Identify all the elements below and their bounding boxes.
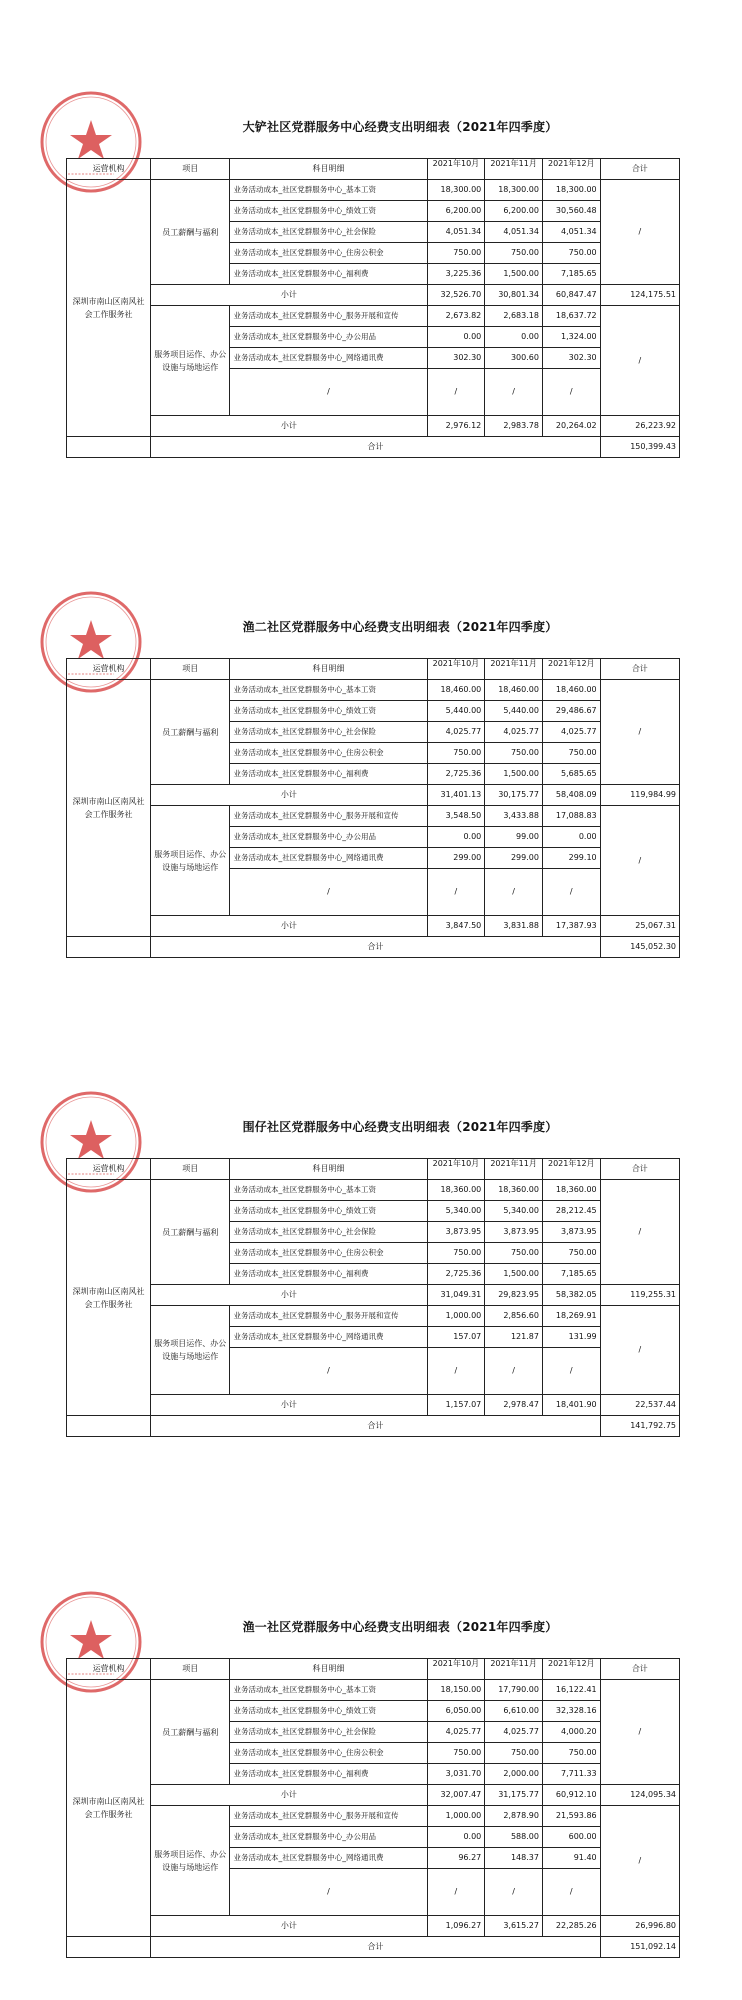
subject-cell: 业务活动成本_社区党群服务中心_网络通讯费 bbox=[230, 848, 427, 869]
amount-cell: 0.00 bbox=[427, 1827, 485, 1848]
amount-cell: 1,000.00 bbox=[427, 1806, 485, 1827]
subtotal-cell: 31,401.13 bbox=[427, 785, 485, 806]
amount-cell: 18,460.00 bbox=[427, 680, 485, 701]
amount-cell: 750.00 bbox=[485, 1243, 543, 1264]
expense-table bbox=[66, 1658, 680, 1958]
subtotal-row bbox=[67, 1395, 680, 1416]
amount-cell: 5,440.00 bbox=[427, 701, 485, 722]
amount-cell: 4,051.34 bbox=[485, 222, 543, 243]
expense-statement bbox=[0, 1500, 742, 1980]
expense-table bbox=[66, 1158, 680, 1437]
amount-cell: 18,300.00 bbox=[427, 180, 485, 201]
amount-cell: 18,637.72 bbox=[542, 306, 600, 327]
expense-statement bbox=[0, 1000, 742, 1480]
subject-cell: 业务活动成本_社区党群服务中心_社会保险 bbox=[230, 222, 427, 243]
subject-cell: 业务活动成本_社区党群服务中心_服务开展和宣传 bbox=[230, 806, 427, 827]
grand-total-row bbox=[67, 1416, 680, 1437]
category-service-cell: 服务项目运作、办公设施与场地运作 bbox=[151, 806, 230, 916]
grand-total-cell: 151,092.14 bbox=[600, 1937, 679, 1958]
col-header-month: 2021年11月 bbox=[485, 1659, 543, 1680]
total-slash-cell: / bbox=[600, 1806, 679, 1916]
blank-cell bbox=[67, 1416, 151, 1437]
col-header-subject: 科目明细 bbox=[230, 1159, 427, 1180]
amount-cell: 750.00 bbox=[542, 743, 600, 764]
subject-cell: 业务活动成本_社区党群服务中心_办公用品 bbox=[230, 1827, 427, 1848]
amount-cell: 302.30 bbox=[427, 348, 485, 369]
subtotal-cell: 30,801.34 bbox=[485, 285, 543, 306]
amount-cell: 4,051.34 bbox=[427, 222, 485, 243]
amount-cell: 3,873.95 bbox=[427, 1222, 485, 1243]
amount-cell: 1,500.00 bbox=[485, 764, 543, 785]
amount-cell: 18,300.00 bbox=[485, 180, 543, 201]
table-row bbox=[67, 1306, 680, 1327]
amount-cell: 2,000.00 bbox=[485, 1764, 543, 1785]
amount-cell: 6,610.00 bbox=[485, 1701, 543, 1722]
subject-cell: 业务活动成本_社区党群服务中心_服务开展和宣传 bbox=[230, 1806, 427, 1827]
table-row bbox=[67, 1806, 680, 1827]
subject-cell: 业务活动成本_社区党群服务中心_基本工资 bbox=[230, 1680, 427, 1701]
amount-cell: 4,025.77 bbox=[485, 722, 543, 743]
category-service-cell: 服务项目运作、办公设施与场地运作 bbox=[151, 1806, 230, 1916]
amount-cell: 18,300.00 bbox=[542, 180, 600, 201]
subtotal-cell: 3,847.50 bbox=[427, 916, 485, 937]
amount-cell: 2,673.82 bbox=[427, 306, 485, 327]
subtotal-cell: 2,978.47 bbox=[485, 1395, 543, 1416]
subject-cell: 业务活动成本_社区党群服务中心_福利费 bbox=[230, 264, 427, 285]
subject-cell: 业务活动成本_社区党群服务中心_办公用品 bbox=[230, 827, 427, 848]
total-slash-cell: / bbox=[600, 680, 679, 785]
subtotal-cell: 60,847.47 bbox=[542, 285, 600, 306]
slash-cell: / bbox=[230, 369, 427, 416]
subtotal-cell: 30,175.77 bbox=[485, 785, 543, 806]
subject-cell: 业务活动成本_社区党群服务中心_绩效工资 bbox=[230, 1201, 427, 1222]
grand-total-row bbox=[67, 1937, 680, 1958]
amount-cell: 18,360.00 bbox=[485, 1180, 543, 1201]
table-row bbox=[67, 806, 680, 827]
amount-cell: 5,440.00 bbox=[485, 701, 543, 722]
amount-cell: 0.00 bbox=[427, 327, 485, 348]
grand-total-cell: 141,792.75 bbox=[600, 1416, 679, 1437]
amount-cell: 2,856.60 bbox=[485, 1306, 543, 1327]
subtotal-cell: 20,264.02 bbox=[542, 416, 600, 437]
slash-cell: / bbox=[230, 1869, 427, 1916]
amount-cell: 750.00 bbox=[542, 243, 600, 264]
slash-cell: / bbox=[485, 1869, 543, 1916]
subject-cell: 业务活动成本_社区党群服务中心_绩效工资 bbox=[230, 1701, 427, 1722]
subtotal-cell: 32,526.70 bbox=[427, 285, 485, 306]
table-row bbox=[67, 306, 680, 327]
subject-cell: 业务活动成本_社区党群服务中心_绩效工资 bbox=[230, 701, 427, 722]
subtotal-label: 小计 bbox=[151, 416, 427, 437]
slash-cell: / bbox=[230, 869, 427, 916]
subtotal-label: 小计 bbox=[151, 1395, 427, 1416]
org-name-cell: 深圳市南山区南风社会工作服务社 bbox=[67, 1180, 151, 1416]
amount-cell: 18,269.91 bbox=[542, 1306, 600, 1327]
grand-total-row bbox=[67, 437, 680, 458]
subtotal-cell: 2,983.78 bbox=[485, 416, 543, 437]
col-header-month: 2021年10月 bbox=[427, 1659, 485, 1680]
statement-title: 渔一社区党群服务中心经费支出明细表（2021年四季度） bbox=[242, 1620, 558, 1634]
col-header-month: 2021年10月 bbox=[427, 159, 485, 180]
amount-cell: 7,185.65 bbox=[542, 264, 600, 285]
col-header-total: 合计 bbox=[600, 159, 679, 180]
amount-cell: 157.07 bbox=[427, 1327, 485, 1348]
category-service-cell: 服务项目运作、办公设施与场地运作 bbox=[151, 1306, 230, 1395]
org-name-cell: 深圳市南山区南风社会工作服务社 bbox=[67, 1680, 151, 1937]
amount-cell: 2,878.90 bbox=[485, 1806, 543, 1827]
amount-cell: 121.87 bbox=[485, 1327, 543, 1348]
col-header-total: 合计 bbox=[600, 1659, 679, 1680]
subject-cell: 业务活动成本_社区党群服务中心_住房公积金 bbox=[230, 743, 427, 764]
subject-cell: 业务活动成本_社区党群服务中心_基本工资 bbox=[230, 1180, 427, 1201]
subtotal-total-cell: 124,175.51 bbox=[600, 285, 679, 306]
col-header-month: 2021年10月 bbox=[427, 1159, 485, 1180]
subject-cell: 业务活动成本_社区党群服务中心_福利费 bbox=[230, 764, 427, 785]
subtotal-cell: 22,285.26 bbox=[542, 1916, 600, 1937]
blank-cell bbox=[67, 1937, 151, 1958]
subtotal-row bbox=[67, 916, 680, 937]
slash-cell: / bbox=[427, 369, 485, 416]
org-name-cell: 深圳市南山区南风社会工作服务社 bbox=[67, 680, 151, 937]
amount-cell: 2,725.36 bbox=[427, 1264, 485, 1285]
amount-cell: 1,000.00 bbox=[427, 1306, 485, 1327]
col-header-org: 运营机构 bbox=[67, 1159, 151, 1180]
subject-cell: 业务活动成本_社区党群服务中心_福利费 bbox=[230, 1764, 427, 1785]
col-header-subject: 科目明细 bbox=[230, 1659, 427, 1680]
subtotal-cell: 17,387.93 bbox=[542, 916, 600, 937]
amount-cell: 4,025.77 bbox=[427, 722, 485, 743]
amount-cell: 4,000.20 bbox=[542, 1722, 600, 1743]
subtotal-cell: 32,007.47 bbox=[427, 1785, 485, 1806]
amount-cell: 91.40 bbox=[542, 1848, 600, 1869]
total-slash-cell: / bbox=[600, 1306, 679, 1395]
header-row bbox=[67, 1659, 680, 1680]
amount-cell: 4,025.77 bbox=[427, 1722, 485, 1743]
subject-cell: 业务活动成本_社区党群服务中心_基本工资 bbox=[230, 680, 427, 701]
subtotal-total-cell: 26,223.92 bbox=[600, 416, 679, 437]
slash-cell: / bbox=[542, 369, 600, 416]
slash-cell: / bbox=[542, 1348, 600, 1395]
amount-cell: 16,122.41 bbox=[542, 1680, 600, 1701]
subtotal-row bbox=[67, 1785, 680, 1806]
amount-cell: 300.60 bbox=[485, 348, 543, 369]
amount-cell: 7,185.65 bbox=[542, 1264, 600, 1285]
header-row bbox=[67, 659, 680, 680]
slash-cell: / bbox=[485, 1348, 543, 1395]
subject-cell: 业务活动成本_社区党群服务中心_办公用品 bbox=[230, 327, 427, 348]
subject-cell: 业务活动成本_社区党群服务中心_住房公积金 bbox=[230, 243, 427, 264]
subtotal-cell: 60,912.10 bbox=[542, 1785, 600, 1806]
col-header-org: 运营机构 bbox=[67, 659, 151, 680]
subject-cell: 业务活动成本_社区党群服务中心_基本工资 bbox=[230, 180, 427, 201]
table-row bbox=[67, 180, 680, 201]
grand-total-label: 合计 bbox=[151, 437, 601, 458]
amount-cell: 2,725.36 bbox=[427, 764, 485, 785]
total-slash-cell: / bbox=[600, 806, 679, 916]
subject-cell: 业务活动成本_社区党群服务中心_住房公积金 bbox=[230, 1743, 427, 1764]
category-staff-cell: 员工薪酬与福利 bbox=[151, 1180, 230, 1285]
amount-cell: 18,360.00 bbox=[427, 1180, 485, 1201]
amount-cell: 4,025.77 bbox=[542, 722, 600, 743]
amount-cell: 17,790.00 bbox=[485, 1680, 543, 1701]
amount-cell: 4,025.77 bbox=[485, 1722, 543, 1743]
amount-cell: 3,548.50 bbox=[427, 806, 485, 827]
category-staff-cell: 员工薪酬与福利 bbox=[151, 680, 230, 785]
blank-cell bbox=[67, 937, 151, 958]
col-header-month: 2021年12月 bbox=[542, 1659, 600, 1680]
amount-cell: 299.00 bbox=[485, 848, 543, 869]
col-header-project: 项目 bbox=[151, 159, 230, 180]
amount-cell: 7,711.33 bbox=[542, 1764, 600, 1785]
amount-cell: 750.00 bbox=[427, 243, 485, 264]
table-row bbox=[67, 680, 680, 701]
amount-cell: 750.00 bbox=[485, 243, 543, 264]
amount-cell: 99.00 bbox=[485, 827, 543, 848]
amount-cell: 18,360.00 bbox=[542, 1180, 600, 1201]
subtotal-cell: 58,382.05 bbox=[542, 1285, 600, 1306]
amount-cell: 600.00 bbox=[542, 1827, 600, 1848]
header-row bbox=[67, 159, 680, 180]
col-header-total: 合计 bbox=[600, 659, 679, 680]
subtotal-row bbox=[67, 416, 680, 437]
expense-statement bbox=[0, 0, 742, 480]
slash-cell: / bbox=[485, 369, 543, 416]
amount-cell: 18,150.00 bbox=[427, 1680, 485, 1701]
col-header-month: 2021年11月 bbox=[485, 659, 543, 680]
col-header-total: 合计 bbox=[600, 1159, 679, 1180]
subtotal-cell: 58,408.09 bbox=[542, 785, 600, 806]
amount-cell: 588.00 bbox=[485, 1827, 543, 1848]
subject-cell: 业务活动成本_社区党群服务中心_社会保险 bbox=[230, 1222, 427, 1243]
col-header-org: 运营机构 bbox=[67, 1659, 151, 1680]
amount-cell: 750.00 bbox=[427, 743, 485, 764]
total-slash-cell: / bbox=[600, 180, 679, 285]
amount-cell: 131.99 bbox=[542, 1327, 600, 1348]
amount-cell: 750.00 bbox=[542, 1243, 600, 1264]
amount-cell: 3,433.88 bbox=[485, 806, 543, 827]
category-staff-cell: 员工薪酬与福利 bbox=[151, 180, 230, 285]
slash-cell: / bbox=[427, 1869, 485, 1916]
subtotal-label: 小计 bbox=[151, 785, 427, 806]
subtotal-cell: 29,823.95 bbox=[485, 1285, 543, 1306]
expense-table bbox=[66, 658, 680, 958]
header-row bbox=[67, 1159, 680, 1180]
amount-cell: 0.00 bbox=[542, 827, 600, 848]
amount-cell: 30,560.48 bbox=[542, 201, 600, 222]
slash-cell: / bbox=[485, 869, 543, 916]
subtotal-total-cell: 124,095.34 bbox=[600, 1785, 679, 1806]
col-header-project: 项目 bbox=[151, 1159, 230, 1180]
subject-cell: 业务活动成本_社区党群服务中心_住房公积金 bbox=[230, 1243, 427, 1264]
subject-cell: 业务活动成本_社区党群服务中心_网络通讯费 bbox=[230, 348, 427, 369]
amount-cell: 299.10 bbox=[542, 848, 600, 869]
subject-cell: 业务活动成本_社区党群服务中心_网络通讯费 bbox=[230, 1327, 427, 1348]
col-header-month: 2021年10月 bbox=[427, 659, 485, 680]
amount-cell: 32,328.16 bbox=[542, 1701, 600, 1722]
subject-cell: 业务活动成本_社区党群服务中心_服务开展和宣传 bbox=[230, 1306, 427, 1327]
subtotal-cell: 18,401.90 bbox=[542, 1395, 600, 1416]
subtotal-label: 小计 bbox=[151, 1916, 427, 1937]
statement-title: 围仔社区党群服务中心经费支出明细表（2021年四季度） bbox=[242, 1120, 558, 1134]
amount-cell: 1,500.00 bbox=[485, 264, 543, 285]
subtotal-row bbox=[67, 785, 680, 806]
amount-cell: 5,685.65 bbox=[542, 764, 600, 785]
amount-cell: 750.00 bbox=[427, 1743, 485, 1764]
amount-cell: 750.00 bbox=[427, 1243, 485, 1264]
amount-cell: 6,200.00 bbox=[427, 201, 485, 222]
org-name-cell: 深圳市南山区南风社会工作服务社 bbox=[67, 180, 151, 437]
amount-cell: 3,873.95 bbox=[542, 1222, 600, 1243]
col-header-month: 2021年11月 bbox=[485, 1159, 543, 1180]
subject-cell: 业务活动成本_社区党群服务中心_福利费 bbox=[230, 1264, 427, 1285]
total-slash-cell: / bbox=[600, 306, 679, 416]
subject-cell: 业务活动成本_社区党群服务中心_社会保险 bbox=[230, 1722, 427, 1743]
slash-cell: / bbox=[230, 1348, 427, 1395]
grand-total-label: 合计 bbox=[151, 1416, 601, 1437]
grand-total-cell: 150,399.43 bbox=[600, 437, 679, 458]
subtotal-total-cell: 22,537.44 bbox=[600, 1395, 679, 1416]
subtotal-row bbox=[67, 1916, 680, 1937]
subtotal-cell: 2,976.12 bbox=[427, 416, 485, 437]
subtotal-label: 小计 bbox=[151, 1785, 427, 1806]
amount-cell: 6,050.00 bbox=[427, 1701, 485, 1722]
amount-cell: 148.37 bbox=[485, 1848, 543, 1869]
amount-cell: 1,324.00 bbox=[542, 327, 600, 348]
col-header-month: 2021年12月 bbox=[542, 159, 600, 180]
amount-cell: 0.00 bbox=[485, 327, 543, 348]
subtotal-cell: 3,831.88 bbox=[485, 916, 543, 937]
subject-cell: 业务活动成本_社区党群服务中心_网络通讯费 bbox=[230, 1848, 427, 1869]
grand-total-cell: 145,052.30 bbox=[600, 937, 679, 958]
amount-cell: 750.00 bbox=[485, 1743, 543, 1764]
col-header-subject: 科目明细 bbox=[230, 659, 427, 680]
subtotal-label: 小计 bbox=[151, 285, 427, 306]
amount-cell: 18,460.00 bbox=[485, 680, 543, 701]
amount-cell: 1,500.00 bbox=[485, 1264, 543, 1285]
table-row bbox=[67, 1180, 680, 1201]
col-header-month: 2021年12月 bbox=[542, 1159, 600, 1180]
amount-cell: 4,051.34 bbox=[542, 222, 600, 243]
amount-cell: 3,225.36 bbox=[427, 264, 485, 285]
amount-cell: 0.00 bbox=[427, 827, 485, 848]
amount-cell: 750.00 bbox=[542, 1743, 600, 1764]
subtotal-total-cell: 25,067.31 bbox=[600, 916, 679, 937]
subject-cell: 业务活动成本_社区党群服务中心_绩效工资 bbox=[230, 201, 427, 222]
category-staff-cell: 员工薪酬与福利 bbox=[151, 1680, 230, 1785]
col-header-subject: 科目明细 bbox=[230, 159, 427, 180]
amount-cell: 17,088.83 bbox=[542, 806, 600, 827]
amount-cell: 18,460.00 bbox=[542, 680, 600, 701]
table-row bbox=[67, 1680, 680, 1701]
col-header-month: 2021年12月 bbox=[542, 659, 600, 680]
subject-cell: 业务活动成本_社区党群服务中心_社会保险 bbox=[230, 722, 427, 743]
subtotal-total-cell: 119,255.31 bbox=[600, 1285, 679, 1306]
expense-table bbox=[66, 158, 680, 458]
subtotal-label: 小计 bbox=[151, 916, 427, 937]
blank-cell bbox=[67, 437, 151, 458]
col-header-project: 项目 bbox=[151, 659, 230, 680]
amount-cell: 2,683.18 bbox=[485, 306, 543, 327]
amount-cell: 299.00 bbox=[427, 848, 485, 869]
amount-cell: 6,200.00 bbox=[485, 201, 543, 222]
subtotal-cell: 3,615.27 bbox=[485, 1916, 543, 1937]
amount-cell: 29,486.67 bbox=[542, 701, 600, 722]
subtotal-total-cell: 26,996.80 bbox=[600, 1916, 679, 1937]
subtotal-cell: 1,157.07 bbox=[427, 1395, 485, 1416]
grand-total-row bbox=[67, 937, 680, 958]
amount-cell: 3,031.70 bbox=[427, 1764, 485, 1785]
slash-cell: / bbox=[542, 869, 600, 916]
subtotal-total-cell: 119,984.99 bbox=[600, 785, 679, 806]
subject-cell: 业务活动成本_社区党群服务中心_服务开展和宣传 bbox=[230, 306, 427, 327]
total-slash-cell: / bbox=[600, 1680, 679, 1785]
subtotal-cell: 31,175.77 bbox=[485, 1785, 543, 1806]
statement-title: 大铲社区党群服务中心经费支出明细表（2021年四季度） bbox=[242, 120, 558, 134]
amount-cell: 302.30 bbox=[542, 348, 600, 369]
statement-title: 渔二社区党群服务中心经费支出明细表（2021年四季度） bbox=[242, 620, 558, 634]
amount-cell: 750.00 bbox=[485, 743, 543, 764]
subtotal-cell: 31,049.31 bbox=[427, 1285, 485, 1306]
total-slash-cell: / bbox=[600, 1180, 679, 1285]
subtotal-label: 小计 bbox=[151, 1285, 427, 1306]
col-header-project: 项目 bbox=[151, 1659, 230, 1680]
amount-cell: 28,212.45 bbox=[542, 1201, 600, 1222]
amount-cell: 96.27 bbox=[427, 1848, 485, 1869]
col-header-month: 2021年11月 bbox=[485, 159, 543, 180]
slash-cell: / bbox=[427, 869, 485, 916]
amount-cell: 5,340.00 bbox=[485, 1201, 543, 1222]
amount-cell: 21,593.86 bbox=[542, 1806, 600, 1827]
slash-cell: / bbox=[542, 1869, 600, 1916]
slash-cell: / bbox=[427, 1348, 485, 1395]
col-header-org: 运营机构 bbox=[67, 159, 151, 180]
grand-total-label: 合计 bbox=[151, 1937, 601, 1958]
grand-total-label: 合计 bbox=[151, 937, 601, 958]
subtotal-row bbox=[67, 285, 680, 306]
amount-cell: 5,340.00 bbox=[427, 1201, 485, 1222]
category-service-cell: 服务项目运作、办公设施与场地运作 bbox=[151, 306, 230, 416]
subtotal-cell: 1,096.27 bbox=[427, 1916, 485, 1937]
subtotal-row bbox=[67, 1285, 680, 1306]
amount-cell: 3,873.95 bbox=[485, 1222, 543, 1243]
expense-statement bbox=[0, 500, 742, 980]
